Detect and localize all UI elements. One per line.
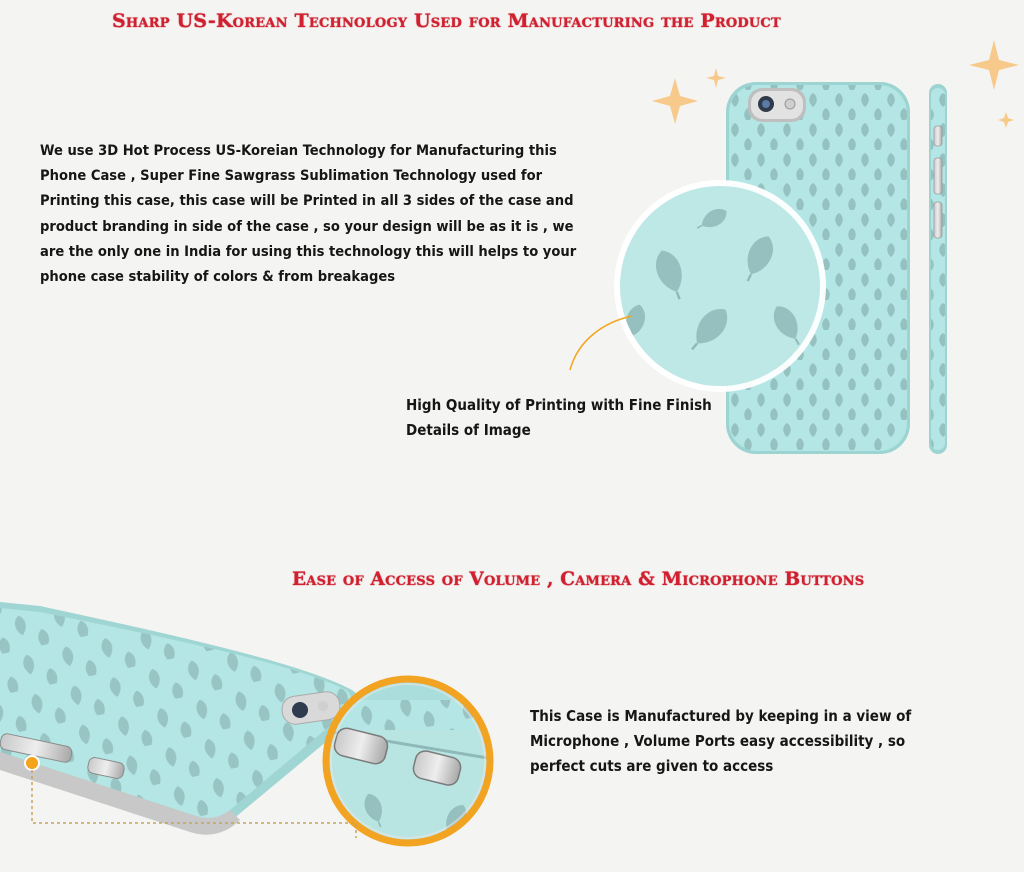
section-title-access: Ease of Access of Volume , Camera & Microphone Buttons (292, 569, 865, 590)
phone-case-lying (0, 602, 359, 835)
page-title: Sharp US-Korean Technology Used for Manufacturing the Product (112, 10, 781, 32)
intro-paragraph: We use 3D Hot Process US-Koreian Technology for Manufacturing this Phone Case , Super Fine Sawgrass Sublimation Technology used for Printing this case, this case will be Printed in all 3 sides of the case and product branding in side of the case , so your design will be as it is , we are the only one in India for using this technology this will helps to your phone case stability of colors & from breakages (40, 142, 577, 286)
button-zoom-circle (320, 679, 500, 850)
print-quality-caption: High Quality of Printing with Fine Finish Details of Image (406, 396, 712, 440)
camera-lens-icon (292, 702, 308, 718)
phone-case-side (929, 84, 947, 454)
access-paragraph: This Case is Manufactured by keeping in a view of Microphone , Volume Ports easy accessibility , so perfect cuts are given to access (530, 707, 912, 776)
